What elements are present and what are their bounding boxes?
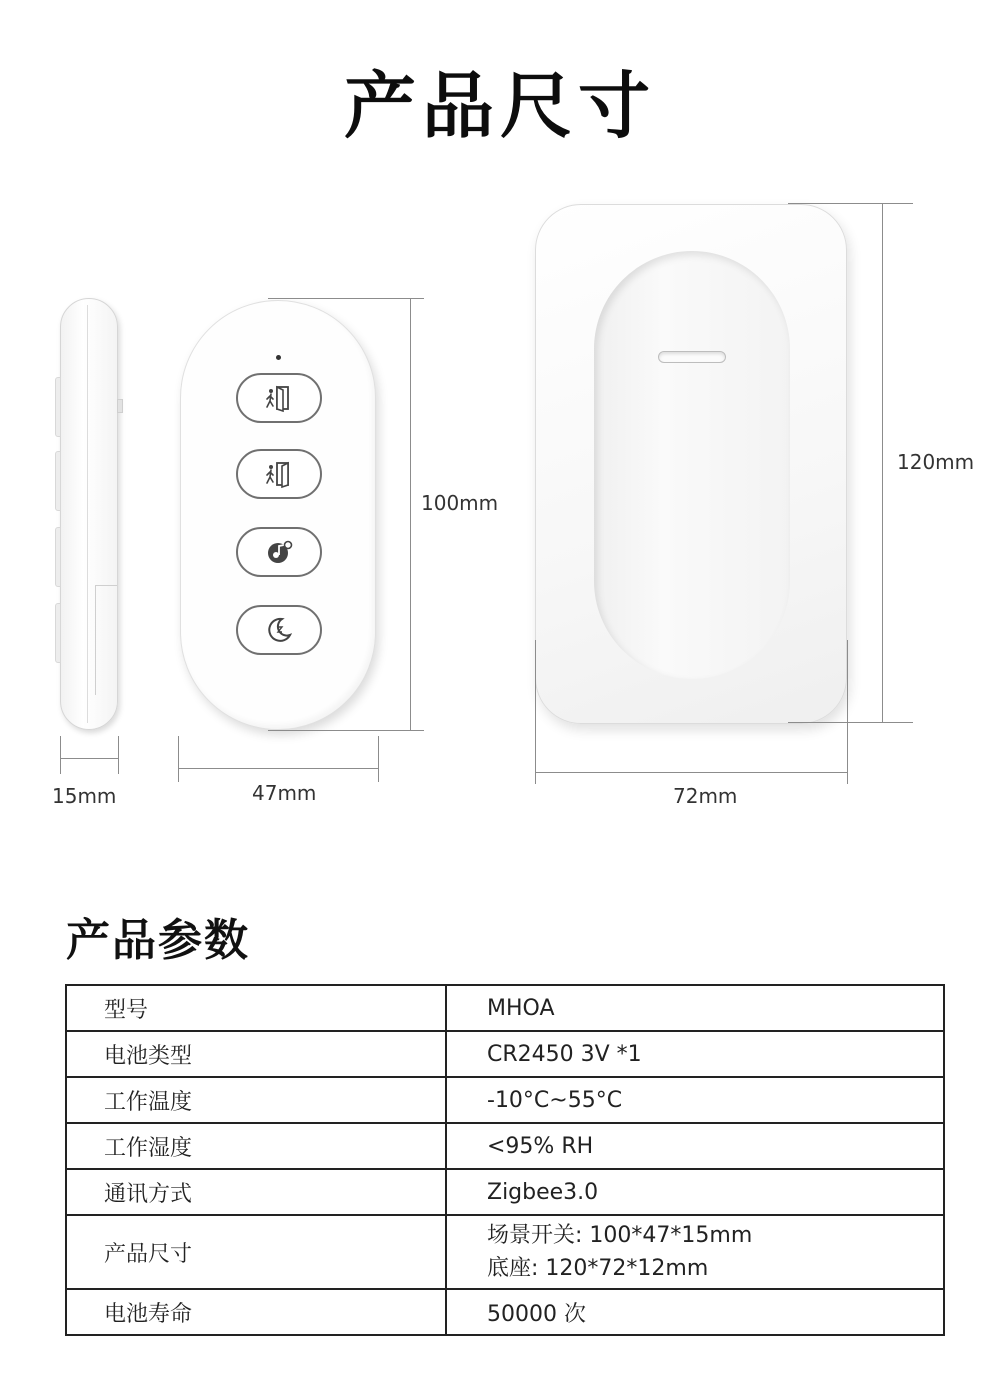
param-key: 产品尺寸 bbox=[66, 1215, 446, 1289]
param-key: 通讯方式 bbox=[66, 1169, 446, 1215]
param-value bbox=[446, 1215, 944, 1289]
base-cradle bbox=[594, 251, 790, 679]
side-thickness-label: 15mm bbox=[52, 784, 117, 808]
param-value: MHOA bbox=[446, 985, 944, 1031]
param-value-line: 底座: 120*72*12mm bbox=[487, 1256, 709, 1281]
base-width-label: 72mm bbox=[673, 784, 738, 808]
table-row bbox=[66, 1215, 944, 1289]
moon-icon bbox=[264, 615, 294, 645]
spec-table bbox=[65, 984, 945, 1336]
param-value: Zigbee3.0 bbox=[446, 1169, 944, 1215]
param-value: <95% RH bbox=[446, 1123, 944, 1169]
table-row bbox=[66, 1077, 944, 1123]
param-key: 电池寿命 bbox=[66, 1289, 446, 1335]
table-row bbox=[66, 985, 944, 1031]
param-value: CR2450 3V *1 bbox=[446, 1031, 944, 1077]
param-key: 工作湿度 bbox=[66, 1123, 446, 1169]
music-icon bbox=[264, 537, 294, 567]
remote-button-2 bbox=[236, 449, 322, 499]
base-illustration bbox=[535, 204, 847, 724]
remote-button-1 bbox=[236, 373, 322, 423]
base-height-label: 120mm bbox=[897, 450, 975, 474]
remote-width-label: 47mm bbox=[252, 781, 317, 805]
param-key: 型号 bbox=[66, 985, 446, 1031]
remote-height-label: 100mm bbox=[421, 491, 499, 515]
section-title-params: 产品参数 bbox=[66, 915, 250, 966]
base-slot bbox=[658, 351, 726, 363]
param-key: 工作温度 bbox=[66, 1077, 446, 1123]
side-view-illustration bbox=[60, 298, 118, 730]
remote-button-4 bbox=[236, 605, 322, 655]
status-led bbox=[276, 355, 281, 360]
page-title: 产品尺寸 bbox=[343, 64, 656, 148]
remote-illustration bbox=[180, 300, 376, 730]
door-enter-icon bbox=[264, 459, 294, 489]
param-value-line: 场景开关: 100*47*15mm bbox=[487, 1223, 753, 1248]
param-value: -10°C~55°C bbox=[446, 1077, 944, 1123]
door-exit-icon bbox=[264, 383, 294, 413]
param-key: 电池类型 bbox=[66, 1031, 446, 1077]
table-row bbox=[66, 1123, 944, 1169]
remote-button-3 bbox=[236, 527, 322, 577]
table-row bbox=[66, 1031, 944, 1077]
table-row bbox=[66, 1169, 944, 1215]
table-row bbox=[66, 1289, 944, 1335]
param-value: 50000 次 bbox=[446, 1289, 944, 1335]
